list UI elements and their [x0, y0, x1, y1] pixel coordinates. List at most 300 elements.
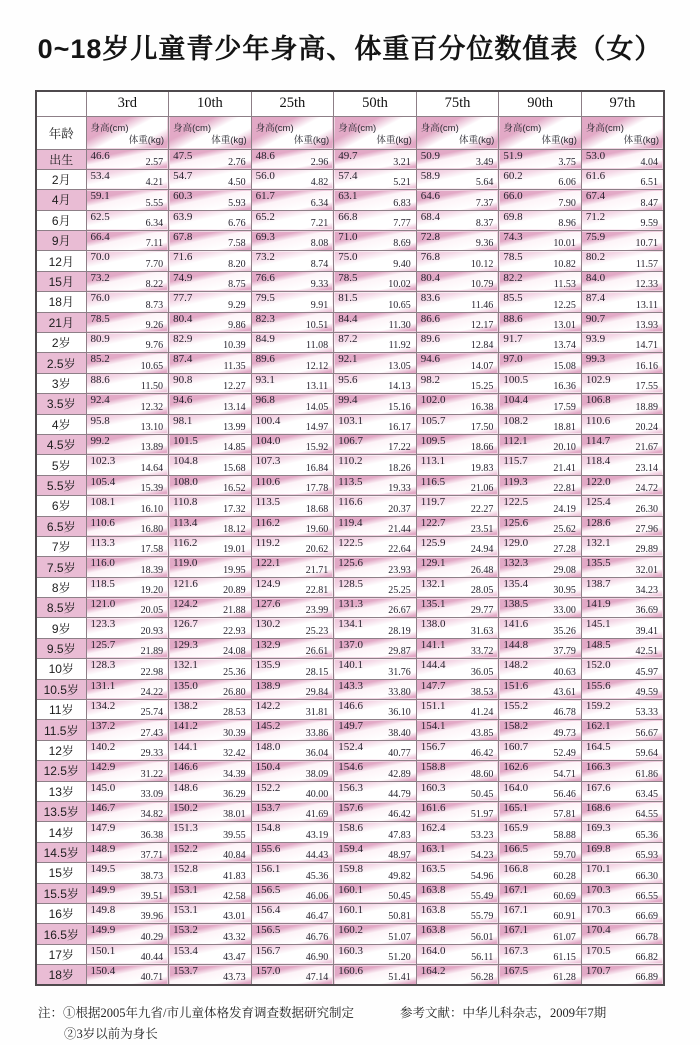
weight-value: 13.74 — [553, 340, 576, 352]
weight-value: 22.98 — [140, 666, 164, 678]
height-value: 92.1 — [338, 353, 358, 366]
weight-value: 4.21 — [145, 177, 164, 189]
weight-value: 53.23 — [470, 829, 494, 841]
weight-value: 23.14 — [635, 462, 658, 474]
weight-value: 16.16 — [635, 360, 658, 372]
weight-value: 10.12 — [470, 258, 494, 270]
percentile-header-97th: 97th — [581, 91, 664, 116]
height-value: 75.0 — [338, 251, 358, 264]
data-cell — [334, 149, 417, 169]
data-cell — [86, 700, 169, 720]
weight-value: 8.69 — [393, 238, 411, 250]
data-cell — [251, 231, 334, 251]
weight-value: 47.14 — [305, 972, 329, 984]
data-cell — [334, 740, 417, 760]
weight-value: 51.97 — [470, 809, 494, 821]
weight-value: 8.08 — [310, 238, 329, 250]
height-value: 165.1 — [503, 802, 529, 814]
height-value: 113.5 — [338, 475, 363, 488]
height-value: 66.0 — [503, 190, 523, 203]
height-value: 113.4 — [173, 516, 198, 529]
weight-value: 49.73 — [553, 727, 576, 739]
data-cell — [416, 271, 499, 291]
weight-unit-label: 体重(kg) — [211, 134, 247, 146]
data-cell — [334, 394, 417, 414]
data-cell — [416, 536, 499, 556]
weight-value: 9.59 — [640, 218, 658, 230]
height-value: 119.2 — [255, 536, 280, 549]
weight-value: 22.93 — [223, 625, 246, 637]
height-value: 158.8 — [420, 761, 446, 774]
height-value: 160.7 — [503, 740, 529, 753]
table-row — [36, 149, 664, 169]
weight-value: 54.71 — [553, 768, 576, 780]
weight-value: 54.23 — [470, 850, 494, 862]
data-cell — [86, 618, 169, 638]
weight-value: 49.82 — [388, 870, 411, 882]
height-value: 105.7 — [420, 414, 446, 427]
table-row — [36, 394, 664, 414]
data-cell — [416, 394, 499, 414]
table-row — [36, 700, 664, 720]
data-cell — [169, 353, 252, 373]
data-cell — [581, 516, 664, 536]
height-value: 60.3 — [173, 190, 193, 203]
data-cell — [416, 190, 499, 210]
height-value: 159.8 — [338, 863, 363, 876]
data-cell — [169, 924, 252, 944]
data-cell — [334, 210, 417, 230]
data-cell — [581, 394, 664, 414]
weight-value: 17.59 — [553, 401, 576, 413]
data-cell — [499, 802, 582, 822]
weight-value: 33.00 — [553, 605, 576, 617]
height-value: 151.3 — [173, 822, 198, 835]
height-value: 170.4 — [585, 924, 611, 937]
data-cell — [251, 536, 334, 556]
data-cell — [251, 924, 334, 944]
data-cell — [251, 190, 334, 210]
weight-value: 45.36 — [305, 870, 329, 882]
height-value: 156.3 — [338, 781, 363, 794]
weight-value: 40.77 — [388, 748, 411, 760]
data-cell — [86, 557, 169, 577]
weight-value: 7.11 — [145, 238, 164, 250]
height-value: 141.6 — [503, 618, 529, 631]
data-cell — [169, 373, 252, 393]
height-value: 146.7 — [90, 802, 116, 814]
data-cell — [86, 373, 169, 393]
weight-value: 25.36 — [223, 666, 246, 678]
height-value: 167.5 — [503, 965, 529, 978]
height-value: 53.0 — [585, 149, 606, 162]
weight-value: 24.22 — [140, 687, 164, 699]
weight-value: 5.93 — [228, 197, 246, 209]
height-value: 146.6 — [173, 761, 198, 774]
percentile-header-50th: 50th — [334, 91, 417, 116]
data-cell — [334, 679, 417, 699]
data-cell — [251, 333, 334, 353]
weight-value: 46.78 — [553, 707, 576, 719]
height-value: 59.1 — [90, 190, 110, 203]
weight-value: 16.52 — [223, 483, 246, 495]
data-cell — [86, 251, 169, 271]
height-value: 60.2 — [503, 169, 523, 182]
data-cell — [499, 577, 582, 597]
data-cell — [499, 251, 582, 271]
height-value: 157.6 — [338, 802, 363, 814]
data-cell — [499, 190, 582, 210]
data-cell — [416, 883, 499, 903]
data-cell — [86, 475, 169, 495]
data-cell — [86, 659, 169, 679]
table-row — [36, 536, 664, 556]
data-cell — [416, 700, 499, 720]
height-value: 94.6 — [173, 394, 193, 407]
data-cell — [334, 944, 417, 964]
weight-value: 36.29 — [223, 789, 246, 800]
weight-value: 51.07 — [388, 931, 411, 943]
data-cell — [499, 618, 582, 638]
height-value: 71.2 — [585, 210, 606, 223]
data-cell — [251, 944, 334, 964]
data-cell — [251, 903, 334, 923]
height-value: 83.6 — [420, 292, 440, 305]
table-row — [36, 618, 664, 638]
height-value: 159.4 — [338, 842, 363, 855]
data-cell — [581, 434, 664, 454]
weight-value: 23.51 — [470, 523, 494, 535]
data-cell — [86, 781, 169, 801]
weight-value: 21.44 — [388, 523, 411, 535]
weight-value: 57.81 — [553, 809, 576, 821]
data-cell — [499, 557, 582, 577]
height-value: 153.7 — [255, 802, 281, 814]
height-value: 57.4 — [338, 169, 358, 182]
data-cell — [416, 577, 499, 597]
data-cell — [169, 271, 252, 291]
weight-value: 41.83 — [223, 870, 246, 882]
data-cell — [416, 414, 499, 434]
data-cell — [169, 149, 252, 169]
data-cell — [581, 210, 664, 230]
height-value: 163.8 — [420, 903, 446, 916]
height-value: 160.1 — [338, 883, 363, 896]
data-cell — [416, 169, 499, 189]
table-row — [36, 598, 664, 618]
weight-value: 66.69 — [635, 911, 658, 923]
height-value: 162.4 — [420, 822, 446, 835]
weight-value: 17.32 — [223, 503, 246, 515]
weight-value: 30.95 — [553, 585, 576, 597]
weight-value: 56.11 — [471, 952, 494, 964]
weight-value: 39.96 — [140, 911, 164, 923]
weight-value: 47.83 — [388, 829, 411, 841]
height-value: 75.9 — [585, 231, 606, 244]
data-cell — [334, 251, 417, 271]
age-cell: 5.5岁 — [36, 475, 86, 495]
weight-value: 43.61 — [553, 687, 576, 699]
weight-value: 18.68 — [305, 503, 329, 515]
data-cell — [169, 414, 252, 434]
data-cell — [86, 903, 169, 923]
table-row — [36, 496, 664, 516]
weight-value: 66.89 — [635, 972, 658, 984]
data-cell — [416, 638, 499, 658]
data-cell — [334, 863, 417, 883]
data-cell — [169, 516, 252, 536]
weight-value: 20.89 — [223, 585, 246, 597]
height-value: 156.7 — [420, 740, 446, 753]
age-cell: 6岁 — [36, 496, 86, 516]
data-cell — [86, 231, 169, 251]
unit-header-cell — [499, 116, 582, 149]
height-value: 115.7 — [503, 455, 528, 468]
data-cell — [86, 516, 169, 536]
height-value: 167.3 — [503, 944, 529, 957]
weight-value: 6.51 — [640, 177, 658, 189]
table-row — [36, 312, 664, 332]
height-value: 48.6 — [255, 149, 275, 162]
height-value: 64.6 — [420, 190, 440, 203]
height-value: 156.5 — [255, 883, 281, 896]
weight-value: 43.73 — [223, 972, 246, 984]
percentile-header-10th: 10th — [169, 91, 252, 116]
height-value: 108.1 — [90, 496, 116, 509]
data-cell — [251, 659, 334, 679]
data-cell — [86, 598, 169, 618]
data-cell — [169, 659, 252, 679]
data-cell — [416, 292, 499, 312]
height-value: 67.8 — [173, 231, 193, 244]
weight-value: 60.69 — [553, 890, 576, 902]
height-value: 138.5 — [503, 598, 529, 611]
data-cell — [334, 659, 417, 679]
age-cell: 15.5岁 — [36, 883, 86, 903]
height-value: 105.4 — [90, 475, 116, 488]
weight-value: 28.15 — [305, 666, 329, 678]
weight-value: 38.01 — [223, 809, 246, 821]
table-row — [36, 802, 664, 822]
data-cell — [499, 863, 582, 883]
data-cell — [251, 251, 334, 271]
data-cell — [581, 720, 664, 740]
data-cell — [334, 598, 417, 618]
weight-value: 36.04 — [305, 748, 329, 760]
height-value: 141.2 — [173, 720, 198, 733]
height-value: 93.9 — [585, 333, 606, 346]
unit-header-cell — [169, 116, 252, 149]
height-unit-label: 身高(cm) — [420, 122, 459, 134]
weight-value: 12.33 — [635, 279, 658, 291]
data-cell — [169, 190, 252, 210]
weight-value: 13.05 — [388, 360, 411, 372]
height-value: 71.0 — [338, 231, 358, 244]
data-cell — [416, 618, 499, 638]
height-value: 132.1 — [420, 577, 446, 590]
data-cell — [416, 455, 499, 475]
height-value: 118.4 — [585, 455, 611, 468]
height-value: 119.3 — [503, 475, 528, 488]
data-cell — [416, 598, 499, 618]
weight-value: 31.76 — [388, 666, 411, 678]
height-value: 104.4 — [503, 394, 529, 407]
weight-value: 8.37 — [475, 218, 494, 230]
note-1-text: ①根据2005年九省/市儿童体格发育调查数据研究制定 — [63, 1006, 354, 1020]
data-cell — [581, 842, 664, 862]
weight-value: 11.30 — [388, 320, 411, 332]
data-cell — [169, 822, 252, 842]
height-value: 96.8 — [255, 394, 275, 407]
data-cell — [581, 802, 664, 822]
weight-value: 42.89 — [388, 768, 411, 780]
data-cell — [416, 802, 499, 822]
height-value: 80.9 — [90, 333, 110, 346]
weight-value: 20.62 — [305, 544, 329, 556]
height-value: 102.0 — [420, 394, 446, 407]
height-value: 151.6 — [503, 679, 529, 692]
table-row — [36, 679, 664, 699]
weight-value: 17.78 — [305, 483, 329, 495]
height-value: 135.0 — [173, 679, 198, 692]
height-value: 156.4 — [255, 903, 281, 916]
weight-value: 40.84 — [223, 850, 246, 862]
weight-value: 22.81 — [553, 483, 576, 495]
data-cell — [416, 557, 499, 577]
data-cell — [169, 557, 252, 577]
data-cell — [499, 944, 582, 964]
data-cell — [86, 353, 169, 373]
height-value: 122.5 — [338, 536, 363, 549]
height-value: 108.0 — [173, 475, 198, 488]
data-cell — [334, 190, 417, 210]
unit-header-cell — [251, 116, 334, 149]
data-cell — [581, 965, 664, 985]
height-value: 63.9 — [173, 210, 193, 223]
data-cell — [499, 496, 582, 516]
data-cell — [86, 333, 169, 353]
weight-value: 33.86 — [305, 727, 329, 739]
weight-value: 50.81 — [388, 911, 411, 923]
data-cell — [251, 414, 334, 434]
weight-value: 51.20 — [388, 952, 411, 964]
data-cell — [169, 434, 252, 454]
weight-value: 48.97 — [388, 850, 411, 862]
data-cell — [251, 965, 334, 985]
data-cell — [86, 638, 169, 658]
height-value: 88.6 — [503, 312, 523, 325]
height-value: 163.1 — [420, 842, 446, 855]
height-value: 98.1 — [173, 414, 193, 427]
height-value: 125.9 — [420, 536, 446, 549]
weight-value: 9.36 — [475, 238, 494, 250]
height-value: 121.6 — [173, 577, 198, 590]
height-value: 47.5 — [173, 149, 193, 162]
table-row — [36, 883, 664, 903]
data-cell — [499, 373, 582, 393]
age-cell: 15岁 — [36, 863, 86, 883]
weight-value: 36.38 — [140, 829, 164, 841]
weight-value: 15.16 — [388, 401, 411, 413]
weight-value: 37.71 — [140, 850, 164, 862]
data-cell — [581, 598, 664, 618]
height-value: 51.9 — [503, 149, 523, 162]
height-value: 129.3 — [173, 638, 198, 651]
weight-value: 6.76 — [228, 218, 246, 230]
weight-value: 20.05 — [140, 605, 164, 617]
height-value: 110.8 — [173, 496, 198, 509]
height-value: 154.1 — [420, 720, 446, 733]
data-cell — [334, 414, 417, 434]
table-row — [36, 822, 664, 842]
height-value: 170.5 — [585, 944, 611, 957]
weight-value: 53.33 — [635, 707, 658, 719]
weight-value: 13.99 — [223, 421, 246, 433]
data-cell — [581, 822, 664, 842]
data-cell — [499, 659, 582, 679]
weight-value: 56.46 — [553, 789, 576, 800]
height-value: 169.3 — [585, 822, 611, 835]
corner-cell — [36, 91, 86, 116]
weight-value: 7.90 — [558, 197, 576, 209]
height-value: 140.2 — [90, 740, 116, 753]
height-value: 125.7 — [90, 638, 116, 651]
weight-value: 24.08 — [223, 646, 246, 658]
data-cell — [416, 149, 499, 169]
height-value: 145.2 — [255, 720, 281, 733]
data-cell — [251, 434, 334, 454]
data-cell — [499, 475, 582, 495]
height-value: 46.6 — [90, 149, 110, 162]
weight-value: 36.69 — [635, 605, 658, 617]
data-cell — [581, 149, 664, 169]
data-cell — [251, 373, 334, 393]
table-row — [36, 251, 664, 271]
height-value: 76.6 — [255, 271, 275, 284]
weight-value: 13.11 — [306, 381, 329, 393]
weight-value: 10.51 — [305, 320, 329, 332]
weight-value: 38.40 — [388, 727, 411, 739]
height-value: 88.6 — [90, 373, 110, 386]
weight-value: 7.58 — [228, 238, 246, 250]
weight-value: 32.42 — [223, 748, 246, 760]
height-value: 144.4 — [420, 659, 446, 672]
weight-value: 27.96 — [635, 523, 658, 535]
data-cell — [169, 781, 252, 801]
note-line-2 — [64, 1024, 390, 1045]
height-value: 77.7 — [173, 292, 193, 305]
height-value: 152.0 — [585, 659, 611, 672]
data-cell — [86, 842, 169, 862]
data-cell — [499, 394, 582, 414]
weight-value: 7.77 — [393, 218, 411, 230]
data-cell — [416, 781, 499, 801]
height-value: 103.1 — [338, 414, 363, 427]
weight-value: 13.14 — [223, 401, 246, 413]
height-value: 132.1 — [173, 659, 198, 672]
table-row — [36, 190, 664, 210]
data-cell — [499, 781, 582, 801]
height-value: 150.1 — [90, 944, 116, 957]
weight-value: 9.26 — [145, 320, 164, 332]
age-cell: 21月 — [36, 312, 86, 332]
data-cell — [416, 434, 499, 454]
height-value: 62.5 — [90, 210, 110, 223]
weight-value: 3.49 — [475, 156, 494, 168]
age-cell: 8岁 — [36, 577, 86, 597]
height-value: 113.3 — [90, 536, 115, 549]
weight-value: 18.81 — [553, 421, 576, 433]
